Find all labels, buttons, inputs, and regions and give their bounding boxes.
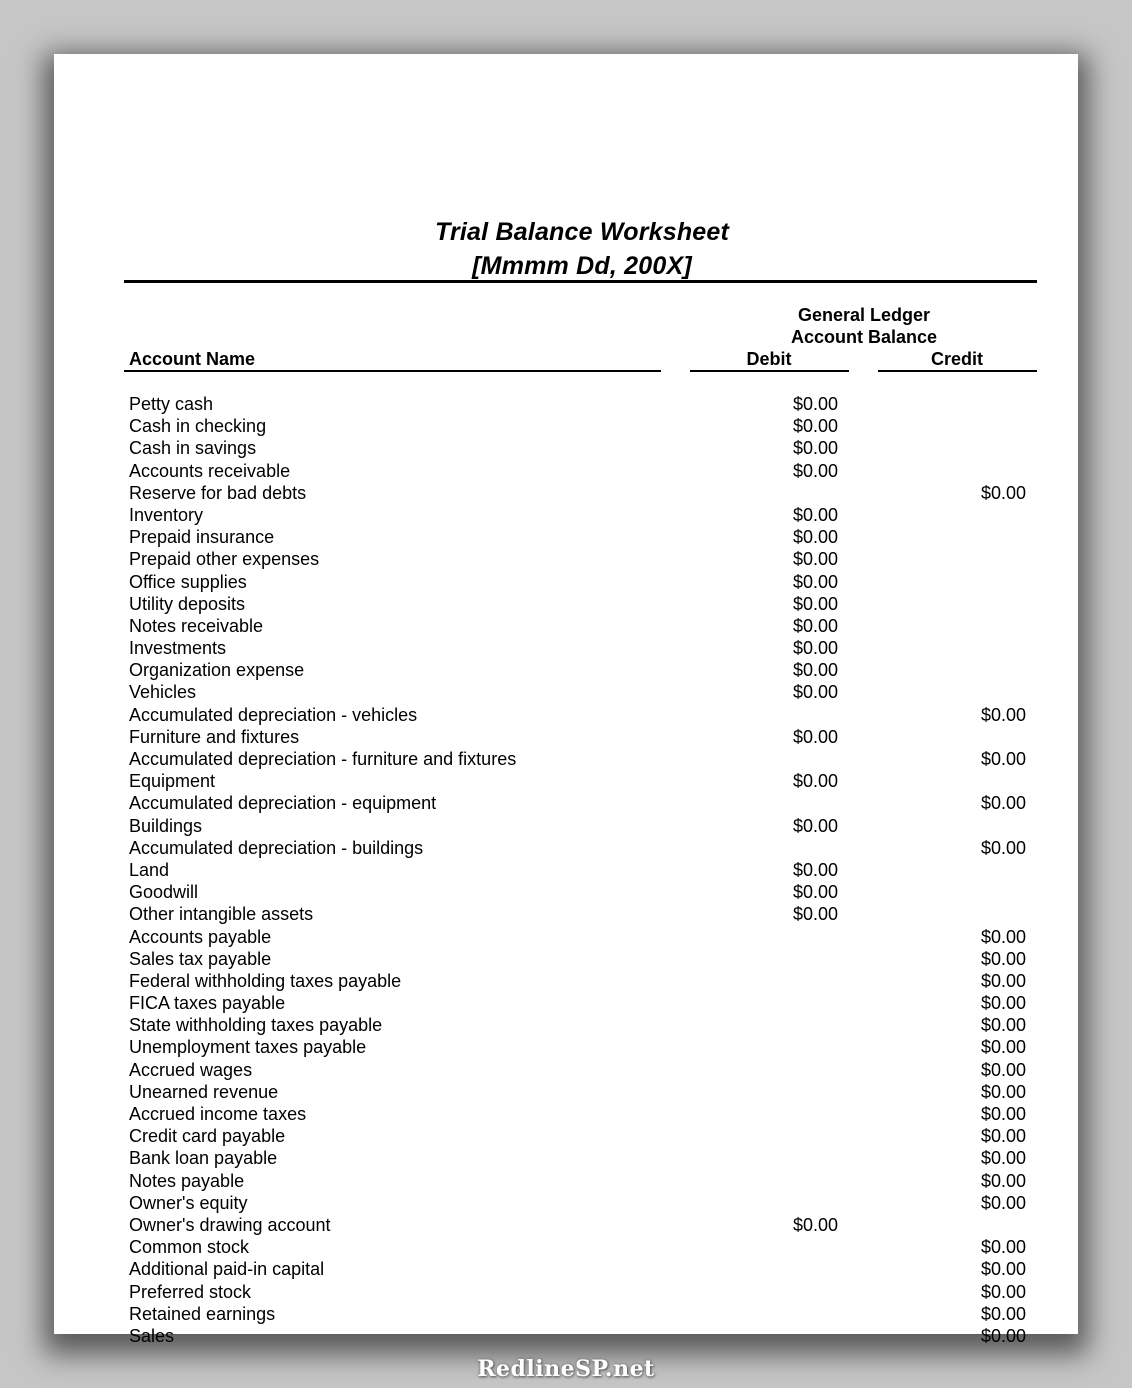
table-row	[54, 1103, 1078, 1125]
account-name-cell: FICA taxes payable	[129, 993, 286, 1014]
debit-cell: $0.00	[792, 571, 838, 592]
credit-cell: $0.00	[980, 1104, 1026, 1124]
account-name-cell: Accounts payable	[129, 926, 272, 947]
table-row	[54, 482, 1078, 504]
table-row	[54, 903, 1078, 925]
account-name-cell: Buildings	[129, 815, 203, 836]
account-rows	[54, 393, 1078, 1347]
debit-cell: $0.00	[792, 416, 838, 437]
account-name-cell: Furniture and fixtures	[129, 726, 300, 747]
credit-cell: $0.00	[980, 926, 1026, 947]
debit-cell: $0.00	[792, 904, 838, 925]
credit-cell: $0.00	[980, 948, 1026, 969]
table-row	[54, 393, 1078, 415]
debit-cell: $0.00	[792, 815, 838, 836]
table-row	[54, 437, 1078, 459]
header-debit: Debit	[746, 349, 792, 369]
account-name-cell: Owner's drawing account	[129, 1214, 331, 1235]
account-name-cell: Accounts receivable	[129, 460, 291, 481]
account-name-cell: Prepaid other expenses	[129, 549, 320, 570]
credit-cell: $0.00	[980, 837, 1026, 858]
table-row	[54, 726, 1078, 748]
debit-cell: $0.00	[792, 504, 838, 525]
table-row	[54, 1081, 1078, 1103]
table-row	[54, 859, 1078, 881]
header-general-ledger: General Ledger	[797, 305, 931, 325]
credit-cell: $0.00	[980, 970, 1026, 991]
table-row	[54, 1303, 1078, 1325]
account-name-cell: Prepaid insurance	[129, 527, 275, 548]
table-row	[54, 1236, 1078, 1258]
table-row	[54, 1214, 1078, 1236]
credit-cell: $0.00	[980, 1148, 1026, 1169]
debit-cell: $0.00	[792, 394, 838, 414]
header-account-name: Account Name	[129, 349, 256, 369]
debit-cell: $0.00	[792, 638, 838, 659]
credit-cell: $0.00	[980, 1170, 1026, 1191]
table-row	[54, 548, 1078, 570]
debit-cell: $0.00	[792, 593, 838, 614]
debit-cell: $0.00	[792, 549, 838, 570]
table-row	[54, 748, 1078, 770]
account-name-cell: Bank loan payable	[129, 1148, 278, 1169]
account-name-cell: Retained earnings	[129, 1303, 276, 1324]
table-row	[54, 1192, 1078, 1214]
credit-cell: $0.00	[980, 1192, 1026, 1213]
table-row	[54, 526, 1078, 548]
debit-cell: $0.00	[792, 682, 838, 703]
account-name-cell: Owner's equity	[129, 1192, 248, 1213]
debit-cell: $0.00	[792, 438, 838, 459]
table-row	[54, 1059, 1078, 1081]
account-name-cell: Preferred stock	[129, 1281, 252, 1302]
table-row	[54, 704, 1078, 726]
account-name-cell: Office supplies	[129, 571, 247, 592]
account-name-cell: Accumulated depreciation - buildings	[129, 837, 424, 858]
account-name-cell: Petty cash	[129, 394, 214, 414]
account-name-cell: Sales tax payable	[129, 948, 272, 969]
account-name-cell: State withholding taxes payable	[129, 1015, 383, 1036]
credit-cell: $0.00	[980, 1237, 1026, 1258]
table-row	[54, 1125, 1078, 1147]
account-name-cell: Accumulated depreciation - equipment	[129, 793, 437, 814]
credit-cell: $0.00	[980, 1015, 1026, 1036]
table-row	[54, 992, 1078, 1014]
account-name-cell: Cash in savings	[129, 438, 257, 459]
account-name-cell: Utility deposits	[129, 593, 246, 614]
credit-cell: $0.00	[980, 1325, 1026, 1346]
header-credit: Credit	[930, 349, 983, 369]
table-row	[54, 881, 1078, 903]
table-row	[54, 815, 1078, 837]
table-row	[54, 1014, 1078, 1036]
account-name-cell: Notes receivable	[129, 615, 264, 636]
debit-cell: $0.00	[792, 726, 838, 747]
account-name-cell: Unearned revenue	[129, 1081, 279, 1102]
table-row	[54, 970, 1078, 992]
credit-cell: $0.00	[980, 482, 1026, 503]
table-row	[54, 948, 1078, 970]
table-row	[54, 1281, 1078, 1303]
table-row	[54, 504, 1078, 526]
account-name-cell: Accumulated depreciation - vehicles	[129, 704, 418, 725]
table-row	[54, 926, 1078, 948]
table-row	[54, 571, 1078, 593]
account-name-cell: Unemployment taxes payable	[129, 1037, 367, 1058]
table-row	[54, 1036, 1078, 1058]
account-name-cell: Investments	[129, 638, 227, 659]
account-name-cell: Inventory	[129, 504, 204, 525]
account-name-cell: Vehicles	[129, 682, 197, 703]
credit-underline	[878, 370, 1037, 372]
debit-cell: $0.00	[792, 660, 838, 681]
debit-cell: $0.00	[792, 1214, 838, 1235]
credit-cell: $0.00	[980, 993, 1026, 1014]
table-row	[54, 415, 1078, 437]
credit-cell: $0.00	[980, 793, 1026, 814]
account-name-cell: Federal withholding taxes payable	[129, 970, 402, 991]
credit-cell: $0.00	[980, 704, 1026, 725]
account-name-cell: Common stock	[129, 1237, 250, 1258]
credit-cell: $0.00	[980, 1303, 1026, 1324]
account-name-cell: Notes payable	[129, 1170, 245, 1191]
account-name-cell: Organization expense	[129, 660, 305, 681]
debit-underline	[690, 370, 849, 372]
header-account-balance: Account Balance	[790, 327, 938, 347]
credit-cell: $0.00	[980, 1259, 1026, 1280]
credit-cell: $0.00	[980, 1059, 1026, 1080]
debit-cell: $0.00	[792, 460, 838, 481]
account-name-cell: Equipment	[129, 771, 216, 792]
debit-cell: $0.00	[792, 859, 838, 880]
table-row	[54, 460, 1078, 482]
table-row	[54, 659, 1078, 681]
table-row	[54, 1147, 1078, 1169]
document-date: [Mmmm Dd, 200X]	[472, 252, 692, 280]
table-row	[54, 593, 1078, 615]
credit-cell: $0.00	[980, 749, 1026, 769]
credit-cell: $0.00	[980, 1037, 1026, 1058]
document-page	[54, 54, 1078, 1346]
table-row	[54, 681, 1078, 703]
table-row	[54, 770, 1078, 792]
account-name-cell: Additional paid-in capital	[129, 1259, 325, 1280]
table-row	[54, 1325, 1078, 1347]
watermark-text: RedlineSP.net	[477, 1356, 655, 1382]
table-row	[54, 637, 1078, 659]
account-name-cell: Accrued income taxes	[129, 1104, 307, 1124]
table-row	[54, 837, 1078, 859]
title-divider	[124, 280, 1037, 283]
debit-cell: $0.00	[792, 527, 838, 548]
document-title: Trial Balance Worksheet	[434, 218, 730, 246]
debit-cell: $0.00	[792, 771, 838, 792]
account-name-cell: Reserve for bad debts	[129, 482, 307, 503]
table-row	[54, 792, 1078, 814]
account-name-cell: Credit card payable	[129, 1126, 286, 1147]
table-row	[54, 1170, 1078, 1192]
account-name-cell: Accumulated depreciation - furniture and fixtures	[129, 749, 517, 769]
table-row	[54, 615, 1078, 637]
account-name-cell: Cash in checking	[129, 416, 267, 437]
credit-cell: $0.00	[980, 1281, 1026, 1302]
credit-cell: $0.00	[980, 1081, 1026, 1102]
debit-cell: $0.00	[792, 615, 838, 636]
account-name-cell: Other intangible assets	[129, 904, 314, 925]
account-name-cell: Land	[129, 859, 170, 880]
account-name-cell: Accrued wages	[129, 1059, 253, 1080]
credit-cell: $0.00	[980, 1126, 1026, 1147]
account-name-cell: Goodwill	[129, 882, 199, 903]
table-row	[54, 1258, 1078, 1280]
debit-cell: $0.00	[792, 882, 838, 903]
account-name-underline	[124, 370, 661, 372]
account-name-cell: Sales	[129, 1325, 175, 1346]
